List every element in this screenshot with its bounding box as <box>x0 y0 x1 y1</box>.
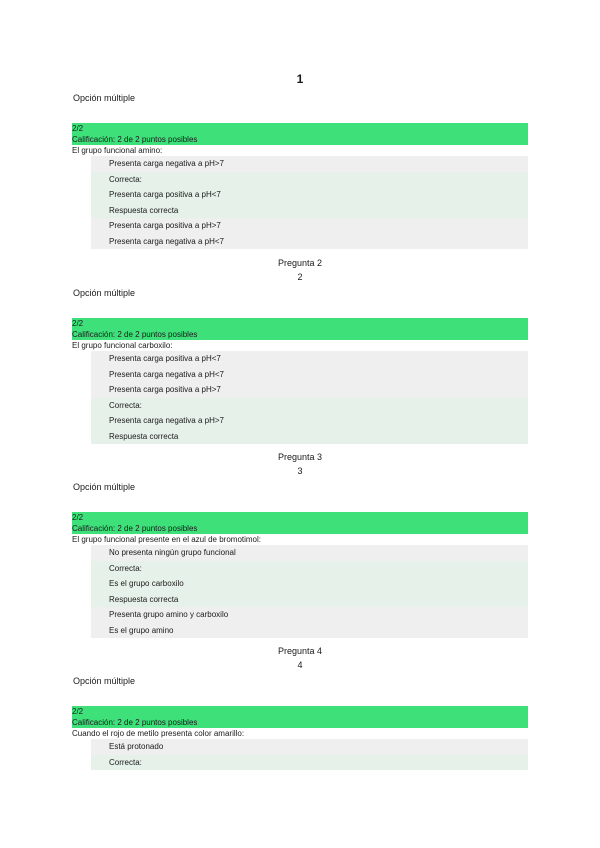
grade-banner <box>72 123 528 145</box>
score: 2/2 <box>72 707 84 716</box>
question-type: Opción múltiple <box>73 482 136 492</box>
score: 2/2 <box>72 513 84 522</box>
pregunta-label: Pregunta 2 <box>277 258 323 268</box>
question-text: El grupo funcional amino: <box>72 146 163 155</box>
answer-option: Presenta carga negativa a pH>7 <box>91 156 528 172</box>
answer-options <box>91 351 528 444</box>
answer-option: Presenta carga negativa a pH<7 <box>91 367 528 383</box>
answer-option: Presenta carga negativa a pH<7 <box>91 234 528 250</box>
grade-text: Calificación: 2 de 2 puntos posibles <box>72 524 198 533</box>
question-text: El grupo funcional carboxilo: <box>72 341 173 350</box>
question-block <box>0 256 600 444</box>
correct-answer-row: Correcta: <box>91 172 528 188</box>
grade-banner <box>72 318 528 340</box>
question-block <box>0 450 600 638</box>
question-type: Opción múltiple <box>73 93 136 103</box>
grade-text: Calificación: 2 de 2 puntos posibles <box>72 135 198 144</box>
grade-text: Calificación: 2 de 2 puntos posibles <box>72 718 198 727</box>
correct-answer-row: Presenta carga positiva a pH<7 <box>91 187 528 203</box>
correct-answer-row: Es el grupo carboxilo <box>91 576 528 592</box>
question-type: Opción múltiple <box>73 676 136 686</box>
question-type: Opción múltiple <box>73 288 136 298</box>
answer-option: Está protonado <box>91 739 528 755</box>
answer-options <box>91 739 528 770</box>
correct-answer-row: Correcta: <box>91 561 528 577</box>
answer-option: Presenta carga positiva a pH>7 <box>91 382 528 398</box>
correct-answer-row: Respuesta correcta <box>91 429 528 445</box>
grade-banner <box>72 512 528 534</box>
question-number-heading: 1 <box>296 72 304 86</box>
grade-text: Calificación: 2 de 2 puntos posibles <box>72 330 198 339</box>
correct-answer-row: Respuesta correcta <box>91 203 528 219</box>
pregunta-number: 2 <box>297 272 303 282</box>
pregunta-label: Pregunta 3 <box>277 452 323 462</box>
answer-option: Presenta grupo amino y carboxilo <box>91 607 528 623</box>
answer-option: No presenta ningún grupo funcional <box>91 545 528 561</box>
correct-answer-row: Correcta: <box>91 755 528 771</box>
answer-option: Es el grupo amino <box>91 623 528 639</box>
pregunta-number: 4 <box>297 660 303 670</box>
question-text: Cuando el rojo de metilo presenta color amarillo: <box>72 729 245 738</box>
answer-options <box>91 156 528 249</box>
pregunta-label: Pregunta 4 <box>277 646 323 656</box>
answer-options <box>91 545 528 638</box>
correct-answer-row: Correcta: <box>91 398 528 414</box>
answer-option: Presenta carga positiva a pH<7 <box>91 351 528 367</box>
question-block <box>0 91 600 249</box>
question-text: El grupo funcional presente en el azul de bromotimol: <box>72 535 261 544</box>
question-block <box>0 644 600 770</box>
score: 2/2 <box>72 319 84 328</box>
pregunta-number: 3 <box>297 466 303 476</box>
grade-banner <box>72 706 528 728</box>
correct-answer-row: Respuesta correcta <box>91 592 528 608</box>
correct-answer-row: Presenta carga negativa a pH>7 <box>91 413 528 429</box>
answer-option: Presenta carga positiva a pH>7 <box>91 218 528 234</box>
score: 2/2 <box>72 124 84 133</box>
